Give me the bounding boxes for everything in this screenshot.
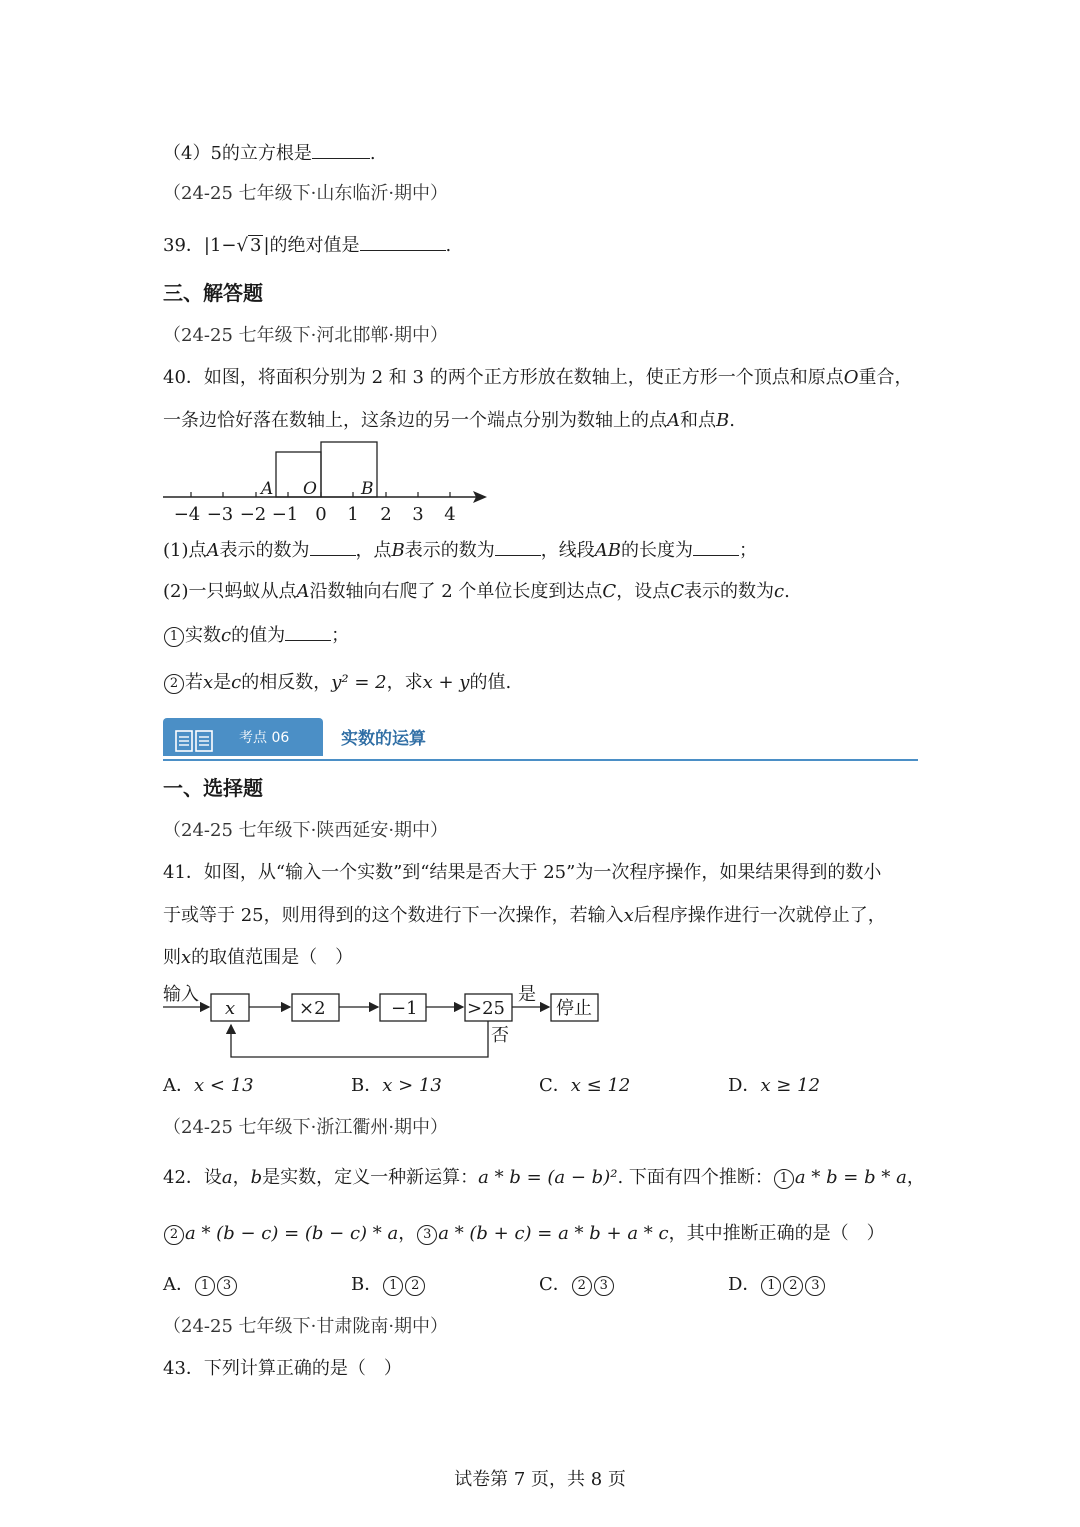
question-38-part-4	[163, 140, 376, 166]
answer-blank	[495, 537, 541, 556]
point-label-B: B	[361, 479, 374, 499]
tick-label: −1	[271, 504, 299, 525]
flow-label-input: 输入	[163, 984, 199, 1005]
topic-number: 考点 06	[239, 730, 290, 746]
question-text: 40．如图，将面积分别为 2 和 3 的两个正方形放在数轴上，使正方形一个顶点和原点	[163, 367, 844, 388]
question-number: 39．	[163, 235, 204, 256]
question-text: ，线段	[540, 540, 595, 561]
tick-label: 3	[412, 504, 424, 525]
question-text: 是	[213, 672, 232, 693]
question-40-line-2	[163, 409, 735, 433]
circled-number: 2	[164, 1225, 184, 1245]
section-heading-choice: 一、选择题	[163, 776, 263, 800]
circled-number: 2	[783, 1276, 803, 1296]
option-label: A．	[163, 1274, 194, 1295]
question-text: ，其中推断正确的是（ ）	[668, 1223, 885, 1244]
inference-1: a * b = b * a	[794, 1167, 907, 1188]
inference-3: a * (b + c) = a * b + a * c	[438, 1223, 669, 1244]
circled-number: 2	[572, 1276, 592, 1296]
number-line-figure	[160, 440, 495, 530]
flow-label-no: 否	[491, 1025, 509, 1046]
flow-label-multiply: ×2	[299, 998, 326, 1019]
radicand: 3	[250, 235, 262, 256]
option-label: C．	[539, 1274, 571, 1295]
question-text: ，	[232, 1167, 251, 1188]
question-40-line-1	[163, 366, 912, 390]
question-text: 重合，	[858, 367, 913, 388]
program-flowchart	[160, 980, 605, 1064]
flow-label-stop: 停止	[556, 998, 592, 1019]
question-text: 若	[185, 672, 203, 693]
option-d[interactable]	[728, 1074, 820, 1098]
circled-number: 3	[417, 1225, 437, 1245]
tick-label: 1	[347, 504, 359, 525]
var-A: A	[206, 540, 220, 561]
question-43: 43．下列计算正确的是（ ）	[163, 1358, 402, 1379]
source-note-42: （24-25 七年级下·浙江衢州·期中）	[163, 1117, 449, 1138]
question-42-options	[163, 1273, 923, 1297]
question-text: ，点	[355, 540, 392, 561]
point-label-O: O	[303, 479, 317, 499]
option-label: D．	[728, 1075, 761, 1096]
tick-label: −4	[173, 504, 201, 525]
question-text: 表示的数为	[404, 540, 495, 561]
period: .	[729, 410, 735, 431]
source-note-41: （24-25 七年级下·陕西延安·期中）	[163, 820, 449, 841]
question-39	[163, 232, 451, 258]
flow-label-subtract: −1	[391, 998, 418, 1019]
var-A: A	[667, 410, 680, 431]
question-text: 则	[163, 947, 181, 968]
var-c: c	[231, 672, 242, 693]
page-footer: 试卷第 7 页，共 8 页	[454, 1469, 626, 1490]
var-B: B	[716, 410, 730, 431]
circled-number: 1	[761, 1276, 781, 1296]
abs-close: |	[263, 235, 270, 256]
answer-blank	[285, 622, 331, 641]
question-text: 的相反数，	[241, 672, 332, 693]
tick-label: 2	[380, 504, 392, 525]
option-c[interactable]	[539, 1074, 630, 1098]
tick-label: −3	[206, 504, 234, 525]
question-40-part-2-2	[163, 671, 511, 695]
circled-number: 3	[805, 1276, 825, 1296]
question-text: ，	[398, 1223, 417, 1244]
question-text: 和点	[680, 410, 716, 431]
question-text: 后程序操作进行一次就停止了，	[633, 905, 886, 926]
question-text: 的值.	[469, 672, 512, 693]
question-41-line-3	[163, 946, 353, 970]
question-40-part-2-1	[163, 622, 349, 648]
question-text: 实数	[185, 625, 221, 646]
option-label: A．	[163, 1075, 194, 1096]
circled-number: 1	[195, 1276, 215, 1296]
answer-blank	[360, 232, 446, 251]
var-c: c	[221, 625, 232, 646]
tick-label: 0	[315, 504, 327, 525]
question-text: 一条边恰好落在数轴上，这条边的另一个端点分别为数轴上的点	[163, 410, 667, 431]
option-value: x > 13	[382, 1075, 442, 1096]
option-a[interactable]	[163, 1074, 254, 1098]
option-b[interactable]	[351, 1273, 426, 1297]
tick-labels	[174, 504, 456, 525]
tick-label: 4	[444, 504, 456, 525]
divider	[163, 759, 918, 761]
option-value: x ≥ 12	[760, 1075, 821, 1096]
question-text: 的长度为	[620, 540, 693, 561]
var-b: b	[250, 1167, 263, 1188]
question-42-line-2	[163, 1222, 885, 1246]
circled-number: 1	[383, 1276, 403, 1296]
var-x: x	[181, 947, 192, 968]
question-text: ；	[738, 540, 757, 561]
axis-ticks	[191, 492, 450, 497]
question-text: 于或等于 25，则用得到的这个数进行下一次操作，若输入	[163, 905, 624, 926]
option-label: D．	[728, 1274, 761, 1295]
question-text: ，设点	[616, 581, 671, 602]
question-text: 是实数，定义一种新运算：	[262, 1167, 479, 1188]
inference-2: a * (b − c) = (b − c) * a	[185, 1223, 399, 1244]
option-value: x < 13	[194, 1075, 254, 1096]
option-value: x ≤ 12	[570, 1075, 631, 1096]
var-O: O	[843, 367, 859, 388]
question-text: 的绝对值是	[269, 235, 360, 256]
question-text: （4）5的立方根是	[163, 143, 312, 164]
var-AB: AB	[594, 540, 621, 561]
var-a: a	[221, 1167, 233, 1188]
topic-tag	[163, 718, 323, 756]
answer-blank	[693, 537, 739, 556]
question-41-line-2	[163, 904, 886, 928]
circled-number: 1	[164, 627, 184, 647]
question-text: (1)点	[163, 540, 207, 561]
question-text: (2)一只蚂蚁从点	[163, 581, 297, 602]
source-note-40: （24-25 七年级下·河北邯郸·期中）	[163, 325, 449, 346]
circled-number: 3	[594, 1276, 614, 1296]
equation: y² = 2	[331, 672, 387, 693]
question-41-options	[163, 1074, 923, 1098]
flow-label-yes: 是	[518, 984, 536, 1005]
option-c[interactable]	[539, 1273, 615, 1297]
point-label-A: A	[261, 479, 274, 499]
circled-number: 1	[774, 1169, 794, 1189]
topic-banner	[163, 716, 918, 762]
period: .	[369, 143, 376, 164]
option-label: B．	[351, 1274, 383, 1295]
period: .	[784, 581, 790, 602]
topic-title: 实数的运算	[341, 729, 426, 749]
question-text: ；	[331, 625, 350, 646]
var-x: x	[623, 905, 634, 926]
question-42-line-1	[163, 1166, 925, 1190]
option-b[interactable]	[351, 1074, 442, 1098]
var-x: x	[203, 672, 214, 693]
expression: x + y	[422, 672, 470, 693]
question-40-part-1	[163, 537, 757, 563]
circled-number: 2	[164, 674, 184, 694]
question-text: 沿数轴向右爬了 2 个单位长度到达点	[309, 581, 603, 602]
answer-blank	[310, 537, 356, 556]
tick-label: −2	[239, 504, 267, 525]
question-text: 表示的数为	[219, 540, 310, 561]
var-B: B	[391, 540, 405, 561]
section-heading-answer: 三、解答题	[163, 281, 263, 305]
var-C: C	[670, 581, 684, 602]
sqrt-symbol: √	[236, 235, 248, 256]
source-note-43: （24-25 七年级下·甘肃陇南·期中）	[163, 1316, 449, 1337]
var-C: C	[602, 581, 617, 602]
question-40-part-2	[163, 580, 790, 604]
flow-label-compare: >25	[467, 998, 505, 1019]
option-label: B．	[351, 1075, 383, 1096]
period: .	[445, 235, 452, 256]
option-d[interactable]	[728, 1273, 826, 1297]
question-text: . 下面有四个推断：	[617, 1167, 773, 1188]
answer-blank	[312, 140, 370, 159]
question-text: ，求	[386, 672, 423, 693]
abs-open: |1−	[203, 235, 237, 256]
flow-label-x: x	[225, 998, 236, 1019]
circled-number: 2	[405, 1276, 425, 1296]
option-a[interactable]	[163, 1273, 238, 1297]
var-c: c	[773, 581, 785, 602]
operation-definition: a * b = (a − b)²	[478, 1167, 618, 1188]
var-A: A	[296, 581, 310, 602]
book-icon	[175, 730, 213, 752]
question-text: 的取值范围是（ ）	[191, 947, 354, 968]
question-text: 42．设	[163, 1167, 222, 1188]
question-41-line-1: 41．如图，从“输入一个实数”到“结果是否大于 25”为一次程序操作，如果结果得到的数小	[163, 862, 882, 883]
circled-number: 3	[217, 1276, 237, 1296]
option-label: C．	[539, 1075, 571, 1096]
question-text: 表示的数为	[683, 581, 774, 602]
question-text: 的值为	[231, 625, 286, 646]
source-note-39: （24-25 七年级下·山东临沂·期中）	[163, 183, 449, 204]
question-text: ，	[906, 1167, 925, 1188]
